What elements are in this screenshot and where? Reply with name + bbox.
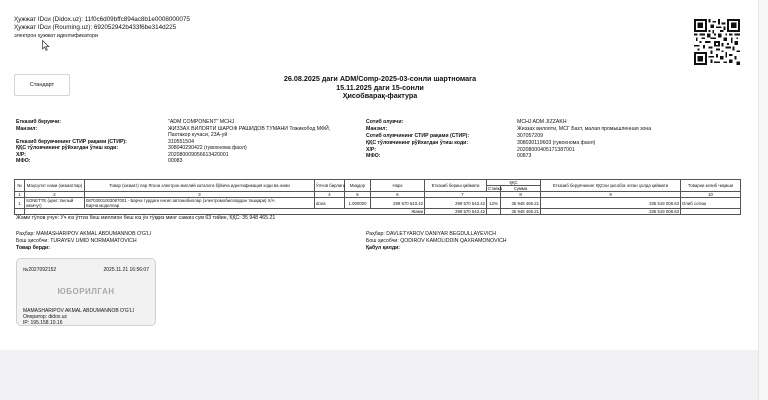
seller-mfo-label: МФО:	[16, 158, 31, 164]
roaming-id: Ҳужжат IDси (Rouming.uz): 692052942b433f6be314d225	[14, 24, 177, 31]
seller-label: Етказиб берувчи:	[16, 119, 61, 125]
row-number: 1	[15, 198, 25, 209]
buyer-account-label: Х/Р:	[366, 147, 377, 153]
origin: Олиб сотиш	[681, 198, 741, 209]
buyer-address-label: Манзил:	[366, 126, 388, 132]
seller-account-label: Х/Р:	[16, 152, 27, 158]
buyer-mfo: 00873	[517, 153, 532, 159]
didox-id: Ҳужжат IDси (Didox.uz): 11f0c6d09bffc894ac8b1e0008000075	[14, 16, 190, 23]
col-header: Миқдор	[345, 180, 371, 192]
seller-director: Раҳбар: MAMASHARIPOV AKMAL ABDUMANNOB O'G'LI	[16, 231, 152, 237]
col-number: 3	[85, 192, 315, 198]
col-header: №	[15, 180, 25, 192]
delivery-cost: 299 570 543.42	[425, 198, 487, 209]
seller-address-label: Манзил:	[16, 126, 38, 132]
edoc-id-caption: электрон ҳужжат идентификатори	[14, 33, 98, 39]
buyer-vat-code: 308030119603 (гувохнома фаол)	[517, 140, 596, 146]
goods-released: Товар берди:	[16, 245, 50, 251]
col-number: 8	[501, 192, 541, 198]
vat-rate: 12%	[487, 198, 501, 209]
col-number: 1	[15, 192, 25, 198]
col-header: ҚҚС	[487, 180, 541, 186]
col-header: Маҳсулот номи (хизматлар)	[25, 180, 85, 192]
buyer-tin: 307057209	[517, 133, 543, 139]
stamp-status: ЮБОРИЛГАН	[57, 287, 115, 296]
buyer-name: MCHJ ADM JIZZAKH	[517, 119, 567, 125]
product-name: SONETTE (цвет: Белый жемчуг)	[25, 198, 85, 209]
doc-title-invoice: Ҳисобварақ-фактура	[342, 91, 418, 100]
col-subheader: Ставка	[488, 186, 503, 191]
total-sum: 335 519 008.63	[541, 209, 681, 215]
buyer-address: Жиззах вилояти, МСГ Бахт, малая промышленная зона	[517, 126, 652, 132]
col-header: Нарх	[371, 180, 425, 192]
col-number: 10	[681, 192, 741, 198]
col-header: Товар (хизмат) лар Ягона электрон миллий каталоги бўйича идентификация коди ва номи	[85, 180, 315, 192]
goods-received: Қабул қилди:	[366, 245, 401, 251]
seller-address-line1: ЖИЗЗАХ ВИЛОЯТИ ШАРОФ РАШИДОВ ТУМАНИ Тожикобод МФЙ,	[168, 126, 331, 132]
seller-name: "ADM COMPONENT" MCHJ	[168, 119, 235, 125]
unit: dona	[315, 198, 345, 209]
seller-account: 202080009056613420001	[168, 151, 229, 158]
doc-title-number: 15.11.2025 даги 15-сонли	[336, 82, 424, 92]
stamp-signer: MAMASHARIPOV AKMAL ABDUMANNOB O'G'LI	[23, 308, 134, 314]
price: 299 570 543.42	[371, 198, 425, 209]
seller-address-line2: Пахтакор кучаси, 23А-уй	[168, 132, 228, 138]
seller-mfo: 00083	[168, 158, 183, 164]
buyer-tin-label: Сотиб олувчининг СТИР рақами (СТИР):	[366, 133, 470, 139]
qr-code-icon	[694, 18, 740, 66]
total-with-vat: 335 519 008.63	[541, 198, 681, 209]
table-total-row	[15, 209, 741, 215]
amount-in-words: Жами тўлов учун: Уч юз ўттиз беш миллион беш юз ўн тўққиз минг саккиз сум 63 тийин, ҚҚС: 35 948 465.21	[16, 215, 276, 221]
col-number: 5	[345, 192, 371, 198]
buyer-director: Раҳбар: DAVLETYAROV DANIYAR BEGDULLAYEVICH	[366, 231, 497, 237]
total-label: Жами	[25, 209, 425, 215]
standard-view-button[interactable]: Стандарт	[14, 74, 70, 96]
vat-amount: 35 948 465.21	[501, 198, 541, 209]
table-header-row	[15, 180, 741, 186]
seller-vat-label: ҚҚС тўловчининг рўйхатдан ўтиш коди:	[16, 145, 119, 151]
buyer-mfo-label: МФО:	[366, 153, 381, 159]
stamp-datetime: 2025.11.21 16:56:07	[103, 267, 149, 273]
table-row	[15, 198, 741, 209]
total-cost: 299 570 543.42	[425, 209, 487, 215]
col-number: 9	[541, 192, 681, 198]
mouse-cursor-icon	[42, 40, 50, 51]
col-number: 7	[425, 192, 501, 198]
buyer-vat-label: ҚҚС тўловчининг рўйхатдан ўтиш коди:	[366, 140, 469, 146]
seller-tin-label: Етказиб берувчининг СТИР рақами (СТИР):	[16, 139, 127, 145]
buyer-account: 20208000405171387001	[517, 147, 575, 153]
buyer-accountant: Бош ҳисобчи: QODIROV KAMOLIDDIN QAXRAMONOVICH	[366, 238, 507, 244]
col-header: Товарни келиб чиқиши	[681, 180, 741, 192]
col-number: 6	[371, 192, 425, 198]
stamp-operator: Оператор: didox.uz	[23, 314, 68, 320]
stamp-number: №2027092152	[23, 267, 57, 273]
items-table	[14, 179, 741, 215]
seller-tin: 310551504	[168, 139, 194, 145]
vertical-scrollbar[interactable]	[758, 0, 768, 400]
seller-accountant: Бош ҳисобчи: TURAYEV UMID NORMAMATOVICH	[16, 238, 137, 244]
catalog-code: 08703001003087001 - Барча турдаги енгил автомобиллар (электромобиллардан ташқари) X/A Барча моделлар	[85, 198, 315, 209]
doc-title-contract: 26.08.2025 даги ADM/Comp-2025-03-сонли шартномага	[283, 74, 477, 83]
buyer-label: Сотиб олувчи:	[366, 119, 404, 125]
col-number: 2	[25, 192, 85, 198]
col-number: 4	[315, 192, 345, 198]
col-header: Ўлчов бирлиги	[315, 180, 345, 192]
col-header: Етказиб бериш қиймати	[425, 180, 487, 192]
col-header: Етказиб берувчининг ҚҚСни ҳисобга олган ҳолда қиймати	[541, 180, 681, 192]
total-vat: 35 948 465.21	[501, 209, 541, 215]
seller-vat-code: 308040290422 (гувохнома фаол)	[168, 145, 247, 151]
col-subheader: Сумма	[501, 186, 541, 192]
stamp-ip: IP: 195.158.10.16	[23, 320, 63, 326]
quantity: 1.000000	[345, 198, 371, 209]
e-signature-stamp	[16, 258, 156, 326]
